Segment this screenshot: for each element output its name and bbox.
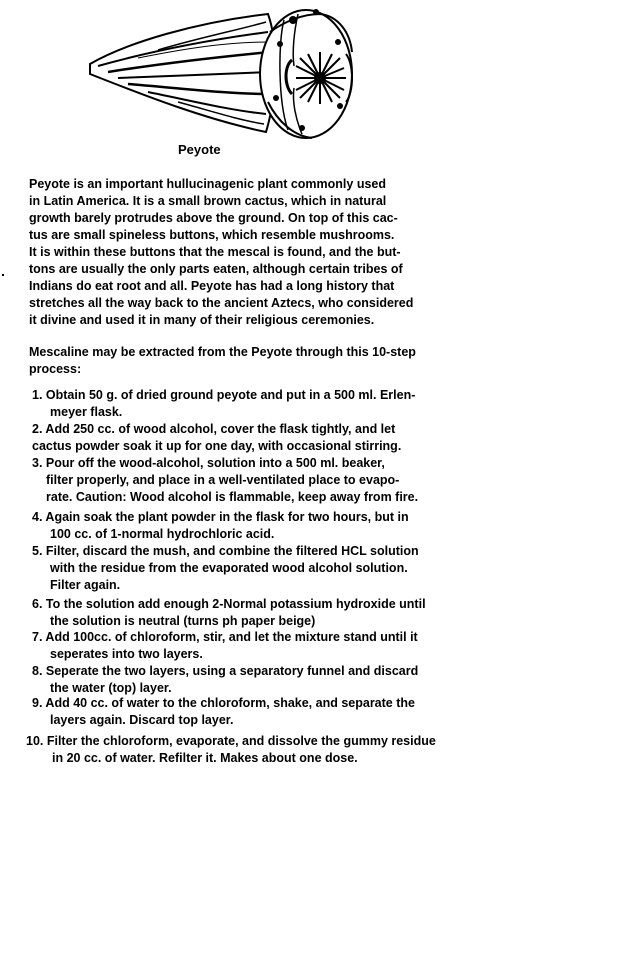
step-line: seperates into two layers.: [50, 647, 203, 661]
step-6: [32, 596, 426, 630]
step-3: [32, 455, 418, 506]
step-line: 5. Filter, discard the mush, and combine the filtered HCL solution: [32, 544, 419, 558]
step-line: 7. Add 100cc. of chloroform, stir, and let the mixture stand until it: [32, 630, 418, 644]
step-line: layers again. Discard top layer.: [50, 713, 234, 727]
intro-line: Mescaline may be extracted from the Peyote through this 10-step: [29, 345, 416, 359]
paragraph-line: Indians do eat root and all. Peyote has had a long history that: [29, 279, 395, 293]
paragraph-line: it divine and used it in many of their religious ceremonies.: [29, 313, 375, 327]
peyote-cactus-illustration: [88, 2, 368, 140]
intro-line: process:: [29, 362, 82, 376]
step-line: rate. Caution: Wood alcohol is flammable, keep away from fire.: [46, 490, 419, 504]
step-line: with the residue from the evaporated wood alcohol solution.: [50, 561, 408, 575]
paragraph-line: Peyote is an important hullucinagenic plant commonly used: [29, 177, 387, 191]
step-line: filter properly, and place in a well-ventilated place to evapo-: [46, 473, 400, 487]
step-7: [32, 629, 418, 663]
step-line: 1. Obtain 50 g. of dried ground peyote and put in a 500 ml. Erlen-: [32, 388, 416, 402]
step-line: 2. Add 250 cc. of wood alcohol, cover the flask tightly, and let: [32, 422, 396, 436]
step-10: [26, 733, 436, 767]
stray-mark: [2, 274, 4, 276]
step-line: Filter again.: [50, 578, 121, 592]
step-1: [32, 387, 415, 421]
paragraph-line: growth barely protrudes above the ground. On top of this cac-: [29, 211, 398, 225]
description-paragraph: [29, 176, 469, 329]
paragraph-line: stretches all the way back to the ancient Aztecs, who considered: [29, 296, 414, 310]
paragraph-line: tus are small spineless buttons, which resemble mushrooms.: [29, 228, 395, 242]
step-line: in 20 cc. of water. Refilter it. Makes about one dose.: [52, 751, 358, 765]
step-line: the water (top) layer.: [50, 681, 172, 695]
step-4: [32, 509, 409, 543]
step-line: cactus powder soak it up for one day, with occasional stirring.: [32, 439, 402, 453]
paragraph-line: tons are usually the only parts eaten, although certain tribes of: [29, 262, 403, 276]
step-line: 4. Again soak the plant powder in the flask for two hours, but in: [32, 510, 409, 524]
step-8: [32, 663, 418, 697]
step-line: 8. Seperate the two layers, using a separatory funnel and discard: [32, 664, 419, 678]
step-line: 6. To the solution add enough 2-Normal potassium hydroxide until: [32, 597, 426, 611]
step-2: [32, 421, 401, 455]
step-line: 9. Add 40 cc. of water to the chloroform, shake, and separate the: [32, 696, 415, 710]
paragraph-line: It is within these buttons that the mescal is found, and the but-: [29, 245, 401, 259]
step-line: 100 cc. of 1-normal hydrochloric acid.: [50, 527, 275, 541]
paragraph-line: in Latin America. It is a small brown cactus, which in natural: [29, 194, 387, 208]
illustration-caption: Peyote: [178, 142, 221, 157]
step-line: the solution is neutral (turns ph paper beige): [50, 614, 316, 628]
step-line: 3. Pour off the wood-alcohol, solution into a 500 ml. beaker,: [32, 456, 385, 470]
step-9: [32, 695, 415, 729]
procedure-intro: [29, 344, 416, 378]
step-line: meyer flask.: [50, 405, 123, 419]
step-line: 10. Filter the chloroform, evaporate, and dissolve the gummy residue: [26, 734, 436, 748]
step-5: [32, 543, 419, 594]
